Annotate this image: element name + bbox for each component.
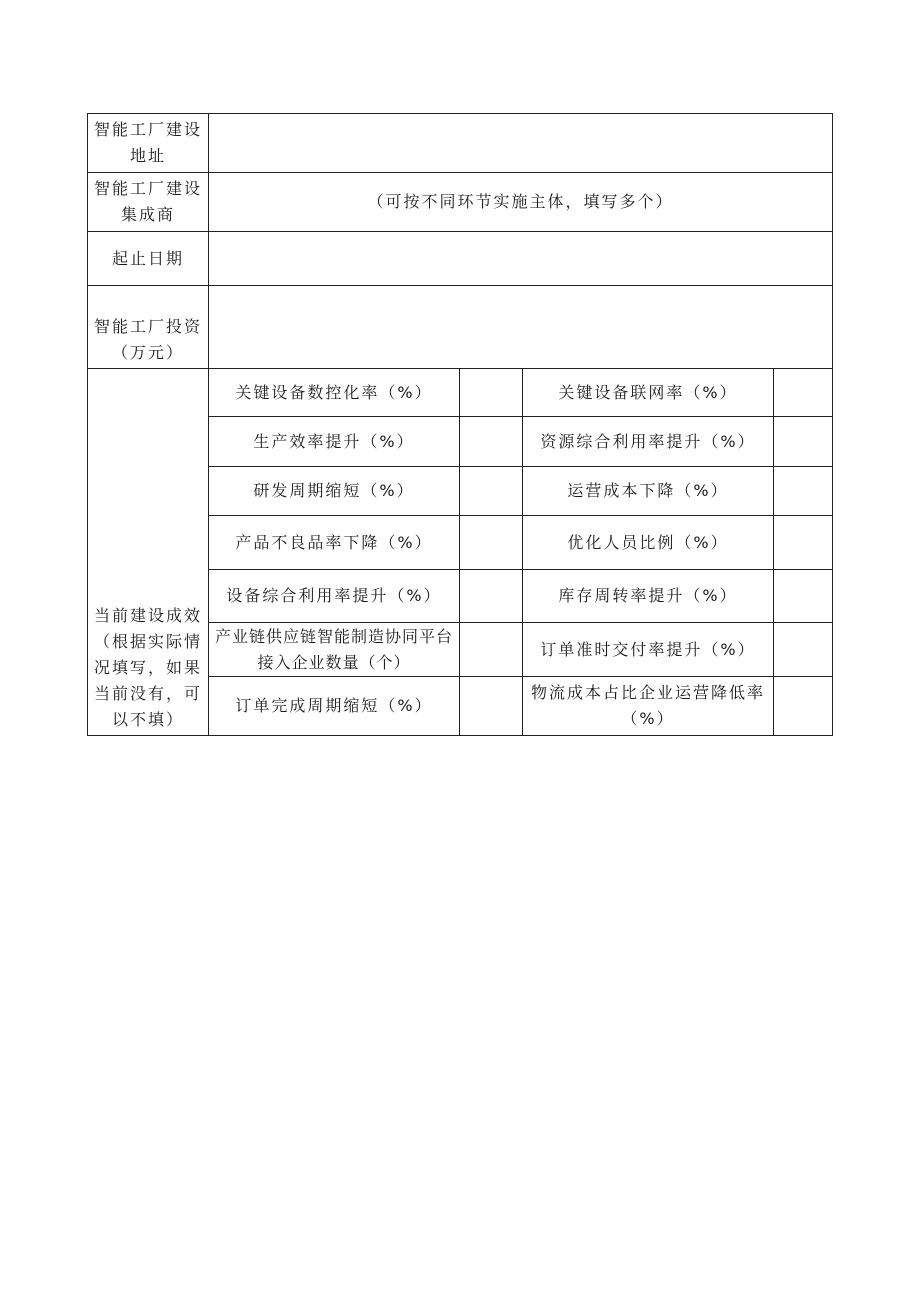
metric-label: 关键设备联网率（%）: [523, 369, 774, 417]
metric-label: 库存周转率提升（%）: [523, 570, 774, 623]
metric-label: 运营成本下降（%）: [523, 467, 774, 516]
metric-label: 关键设备数控化率（%）: [209, 369, 460, 417]
investment-value-cell[interactable]: [209, 286, 833, 369]
metric-value-cell[interactable]: [460, 467, 523, 516]
metric-value-cell[interactable]: [460, 570, 523, 623]
address-row: [88, 114, 833, 173]
integrator-row: [88, 173, 833, 232]
metric-label: 产业链供应链智能制造协同平台接入企业数量（个）: [209, 623, 460, 677]
metric-label: 设备综合利用率提升（%）: [209, 570, 460, 623]
metric-value-cell[interactable]: [774, 369, 833, 417]
effects-label: 当前建设成效（根据实际情况填写，如果当前没有，可以不填）: [88, 369, 209, 736]
metric-value-cell[interactable]: [460, 623, 523, 677]
investment-row: [88, 286, 833, 369]
metric-value-cell[interactable]: [774, 623, 833, 677]
metric-label: 资源综合利用率提升（%）: [523, 417, 774, 467]
metric-label: 生产效率提升（%）: [209, 417, 460, 467]
metric-value-cell[interactable]: [460, 516, 523, 570]
metric-row: [88, 369, 833, 417]
metric-label: 订单完成周期缩短（%）: [209, 677, 460, 736]
metric-label: 研发周期缩短（%）: [209, 467, 460, 516]
investment-label: 智能工厂投资（万元）: [88, 286, 209, 369]
metric-label: 订单准时交付率提升（%）: [523, 623, 774, 677]
metric-value-cell[interactable]: [774, 677, 833, 736]
smart-factory-form-table: [87, 113, 833, 736]
metric-value-cell[interactable]: [774, 516, 833, 570]
integrator-label: 智能工厂建设集成商: [88, 173, 209, 232]
dates-row: [88, 232, 833, 286]
dates-label: 起止日期: [88, 232, 209, 286]
metric-value-cell[interactable]: [460, 677, 523, 736]
integrator-hint[interactable]: （可按不同环节实施主体，填写多个）: [209, 173, 833, 232]
metric-value-cell[interactable]: [774, 417, 833, 467]
address-label: 智能工厂建设地址: [88, 114, 209, 173]
metric-label: 物流成本占比企业运营降低率（%）: [523, 677, 774, 736]
metric-value-cell[interactable]: [460, 369, 523, 417]
metric-value-cell[interactable]: [460, 417, 523, 467]
metric-value-cell[interactable]: [774, 467, 833, 516]
metric-value-cell[interactable]: [774, 570, 833, 623]
address-value-cell[interactable]: [209, 114, 833, 173]
metric-label: 优化人员比例（%）: [523, 516, 774, 570]
dates-value-cell[interactable]: [209, 232, 833, 286]
metric-label: 产品不良品率下降（%）: [209, 516, 460, 570]
